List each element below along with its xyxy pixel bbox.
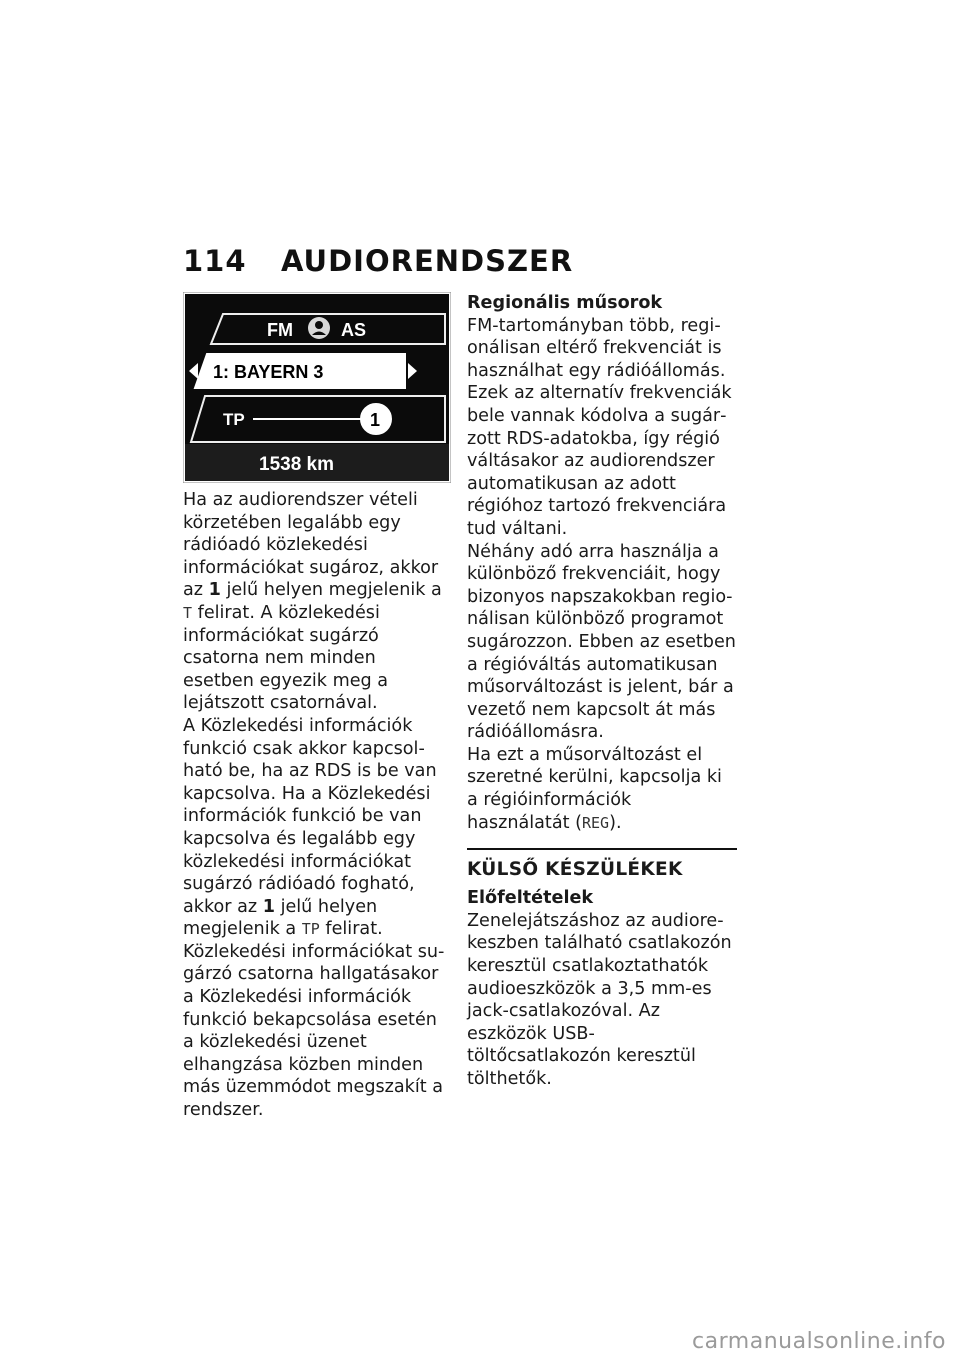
radio-display-figure <box>183 292 451 483</box>
paragraph-regional-3: Ha ezt a műsorváltozást el szeretné kerülni, kapcsolja ki a régióinformációk használatát (REG). <box>467 744 722 833</box>
heading-prerequisites: Előfeltételek <box>467 888 594 909</box>
section-title-external-devices: KÜLSŐ KÉSZÜLÉKEK <box>467 848 737 882</box>
band-label: FM <box>267 320 293 340</box>
tp-label: TP <box>223 410 245 429</box>
paragraph-regional-1: FM-tartományban több, regionálisan eltérő frekvenciát is használhat egy rádióállomás. Ezek az alternatív frekvenciák bele vannak kódolva a sugárzott RDS-adatokba, így régió váltásakor az audiorendszer automatikusan az adott régióhoz tartozó frekvenciára tud váltani. <box>467 315 732 539</box>
odometer-label: 1538 km <box>259 454 335 475</box>
callout-number: 1 <box>370 410 381 430</box>
left-column <box>183 292 451 1122</box>
paragraph-traffic-info-2: A Közlekedési információk funkció csak akkor kapcsolható be, ha az RDS is be van kapcsolva. Ha a Közlekedési információk funkció be van kapcsolva és legalább egy közlekedési információkat sugárzó rádióadó fogható, akkor az 1 jelű helyen megjelenik a TP felirat. <box>183 715 437 940</box>
watermark: carmanualsonline.info <box>692 1329 946 1354</box>
right-column <box>467 292 737 1091</box>
chapter-title: AUDIORENDSZER <box>281 244 574 278</box>
mode-label: AS <box>341 320 367 340</box>
paragraph-prerequisites: Zenelejátszáshoz az audiorekeszben található csatlakozón keresztül csatlakoztathatók audioeszközök a 3,5 mm-es jack-csatlakozóval. Az eszközök USB-töltőcsatlakozón keresztül tölthetők. <box>467 910 732 1089</box>
paragraph-traffic-info-3: Közlekedési információkat sugárzó csatorna hallgatásakor a Közlekedési információk funkció bekapcsolása esetén a közlekedési üzenet elhangzása közben minden más üzemmódot megszakít a rendszer. <box>183 941 445 1121</box>
paragraph-regional-2: Néhány adó arra használja a különböző frekvenciáit, hogy bizonyos napszakokban regionálisan különböző programot sugározzon. Ebben az esetben a régióváltás automatikusan műsorváltozást is jelent, bár a vezető nem kapcsolt át más rádióállomásra. <box>467 541 736 743</box>
station-label: 1: BAYERN 3 <box>213 362 324 382</box>
page-header <box>183 244 573 278</box>
page-number: 114 <box>183 244 247 278</box>
heading-regional-programs: Regionális műsorok <box>467 293 663 313</box>
paragraph-traffic-info-1: Ha az audiorendszer vételi körzetében legalább egy rádióadó közlekedési információkat sugároz, akkor az 1 jelű helyen megjelenik a T felirat. A közlekedési információkat sugárzó csatorna nem minden esetben egyezik meg a lejátszott csatornával. <box>183 490 442 714</box>
